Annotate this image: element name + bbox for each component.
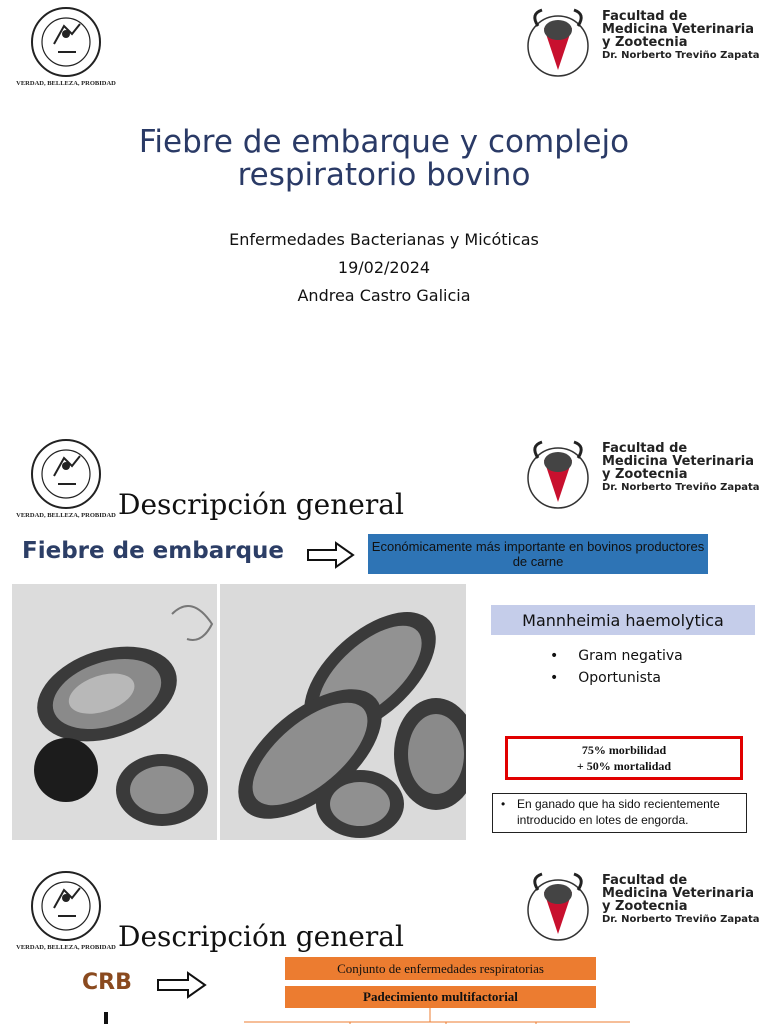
uat-logo: [14, 436, 118, 528]
title-line: respiratorio bovino: [237, 157, 531, 193]
faculty-line: Facultad de: [602, 9, 688, 24]
faculty-name: [602, 10, 760, 62]
orange-box: Conjunto de enfermedades respiratorias: [285, 957, 596, 980]
note-box: • En ganado que ha sido recientemente introducido en lotes de engorda.: [492, 793, 747, 833]
title-line: Fiebre de embarque y complejo: [138, 124, 630, 160]
faculty-line: Medicina Veterinaria: [602, 22, 754, 37]
list-item: • Oportunista: [550, 667, 683, 689]
organism-traits: [550, 645, 683, 689]
highlight-box: Económicamente más importante en bovinos productores de carne: [368, 534, 708, 574]
micrograph-image: [220, 584, 466, 840]
fmvz-logo: [520, 870, 768, 950]
faculty-line: Dr. Norberto Treviño Zapata: [602, 914, 760, 925]
organism-name: Mannheimia haemolytica: [491, 605, 755, 635]
bull-crest-icon: [520, 6, 600, 82]
faculty-line: Dr. Norberto Treviño Zapata: [602, 482, 760, 493]
morbidity-stat: 75% morbilidad: [581, 743, 667, 757]
mortality-stat: + 50% mortalidad: [576, 759, 672, 773]
author-name: Andrea Castro Galicia: [297, 286, 471, 305]
faculty-line: y Zootecnia: [602, 467, 688, 482]
faculty-name: [602, 874, 760, 926]
uat-motto: VERDAD, BELLEZA, PROBIDAD: [16, 512, 116, 519]
slide-title: [0, 0, 768, 420]
faculty-line: Facultad de: [602, 873, 688, 888]
right-arrow-icon: [306, 540, 356, 570]
list-item: • Gram negativa: [550, 645, 683, 667]
section-heading: Descripción general: [118, 920, 404, 953]
section-heading: Descripción general: [118, 488, 404, 521]
faculty-line: y Zootecnia: [602, 899, 688, 914]
presentation-title: [0, 126, 768, 192]
fmvz-logo: [520, 6, 768, 86]
faculty-line: y Zootecnia: [602, 35, 688, 50]
course-name: Enfermedades Bacterianas y Micóticas: [229, 230, 539, 249]
uat-logo: [14, 4, 118, 96]
stats-box: [505, 736, 743, 780]
uat-logo: [14, 868, 118, 960]
faculty-line: Facultad de: [602, 441, 688, 456]
bull-crest-icon: [520, 870, 600, 946]
bull-crest-icon: [520, 438, 600, 514]
topic-label: CRB: [82, 970, 132, 995]
micrograph-image: [12, 584, 217, 840]
faculty-line: Medicina Veterinaria: [602, 454, 754, 469]
faculty-line: Dr. Norberto Treviño Zapata: [602, 50, 760, 61]
connector-lines: [90, 1008, 650, 1024]
faculty-name: [602, 442, 760, 494]
uat-motto: VERDAD, BELLEZA, PROBIDAD: [16, 80, 116, 87]
topic-label: Fiebre de embarque: [22, 538, 285, 564]
orange-box: Padecimiento multifactorial: [285, 986, 596, 1008]
fmvz-logo: [520, 438, 768, 518]
faculty-line: Medicina Veterinaria: [602, 886, 754, 901]
right-arrow-icon: [156, 970, 208, 1000]
presentation-date: 19/02/2024: [337, 258, 431, 277]
uat-motto: VERDAD, BELLEZA, PROBIDAD: [16, 944, 116, 951]
